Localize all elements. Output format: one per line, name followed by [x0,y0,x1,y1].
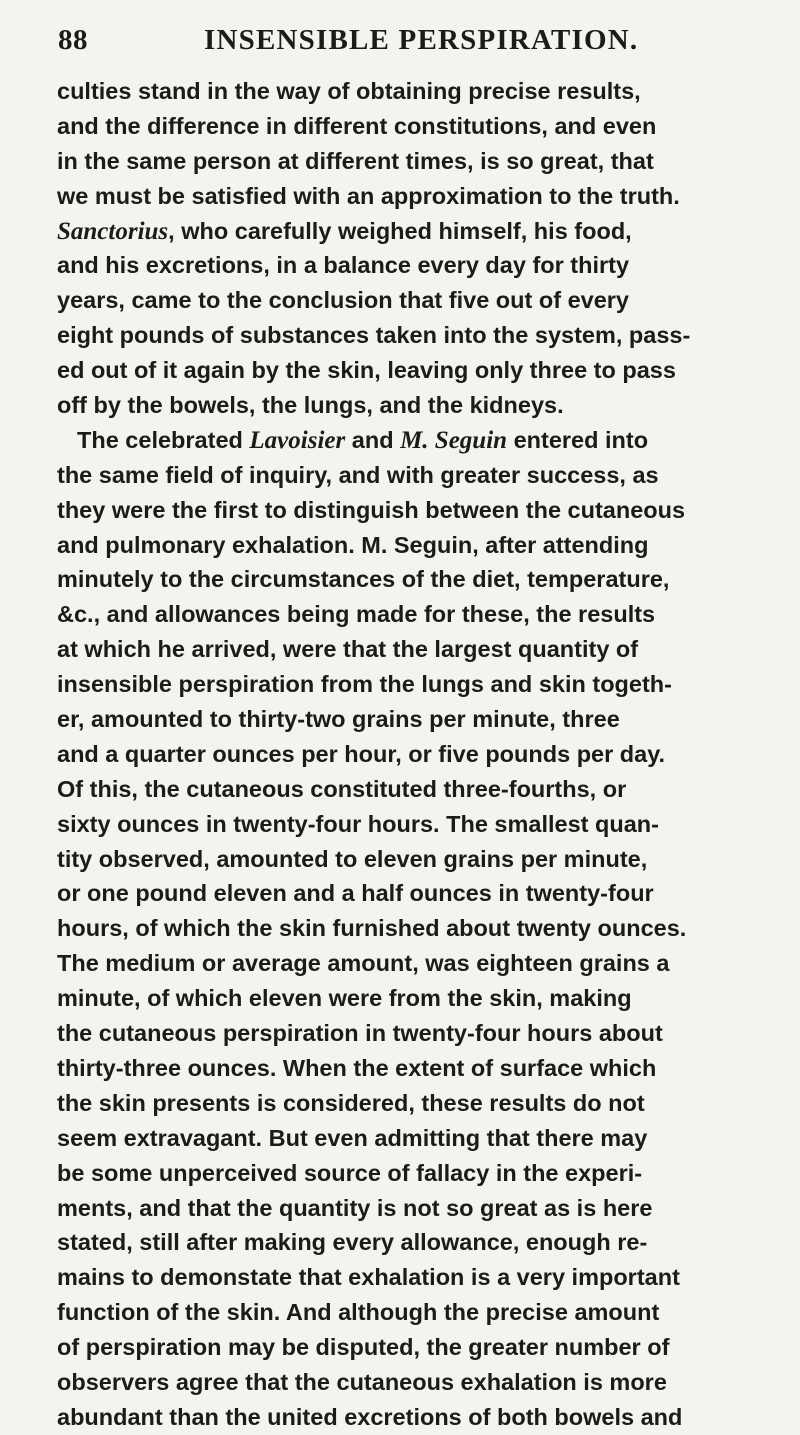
text-line [57,109,765,144]
text-line [57,1225,765,1260]
text-run: years, came to the conclusion that five out of every [57,287,629,314]
italic-name: M. Seguin [400,426,508,454]
text-run: at which he arrived, were that the largest quantity of [57,636,639,663]
text-run: the skin presents is considered, these results do not [57,1089,645,1116]
text-line [57,179,765,214]
text-line [57,248,765,283]
text-run: minutely to the circumstances of the diet, temperature, [57,566,670,593]
text-line [57,1191,765,1226]
text-line [57,353,765,388]
text-run: be some unperceived source of fallacy in the experi- [57,1159,643,1186]
text-run: mains to demonstate that exhalation is a very important [57,1264,680,1291]
text-line [57,1016,765,1051]
text-line [57,667,765,702]
text-run: abundant than the united excretions of both bowels and [57,1403,683,1430]
text-run: the same field of inquiry, and with greater success, as [57,461,659,488]
text-run: and the difference in different constitutions, and even [57,112,657,139]
text-run: seem extravagant. But even admitting that there may [57,1124,648,1151]
text-run: hours, of which the skin furnished about twenty ounces. [57,915,687,942]
text-run: The medium or average amount, was eighteen grains a [57,950,670,977]
text-line [57,1086,765,1121]
text-line [57,702,765,737]
page-header [58,24,758,64]
text-run: The celebrated [77,426,250,453]
text-line [57,1260,765,1295]
text-run: ments, and that the quantity is not so great as is here [57,1194,653,1221]
text-run: insensible perspiration from the lungs and skin togeth- [57,671,672,698]
text-run: or one pound eleven and a half ounces in twenty-four [57,880,654,907]
italic-name: Sanctorius [57,217,169,245]
text-line [57,144,765,179]
text-run: &c., and allowances being made for these, the results [57,601,656,628]
text-run: culties stand in the way of obtaining precise results, [57,78,641,104]
text-run: they were the first to distinguish between the cutaneous [57,496,686,523]
text-line [57,911,765,946]
text-run: tity observed, amounted to eleven grains per minute, [57,845,648,872]
text-run: function of the skin. And although the precise amount [57,1299,660,1326]
text-line [57,946,765,981]
text-run: Of this, the cutaneous constituted three-fourths, or [57,775,627,802]
text-line [57,528,765,563]
text-line [57,283,765,318]
text-run: off by the bowels, the lungs, and the kidneys. [57,392,564,419]
italic-name: Lavoisier [249,426,346,454]
text-line [57,772,765,807]
text-line [57,423,765,458]
text-run: and [345,426,401,453]
text-line [57,458,765,493]
text-line [57,1330,765,1365]
text-run: in the same person at different times, is so great, that [57,147,654,174]
body-text [57,74,765,1435]
text-line [57,1051,765,1086]
text-run: and his excretions, in a balance every day for thirty [57,252,630,279]
page-number: 88 [58,24,88,56]
text-line [57,807,765,842]
text-run: , who carefully weighed himself, his food, [168,217,632,244]
text-line [57,1156,765,1191]
text-run: and pulmonary exhalation. M. Seguin, after attending [57,531,649,558]
text-line [57,493,765,528]
text-line [57,876,765,911]
text-run: entered into [507,426,649,453]
text-run: observers agree that the cutaneous exhalation is more [57,1368,667,1395]
text-line [57,74,765,109]
text-line [57,318,765,353]
text-line [57,981,765,1016]
text-line [57,1365,765,1400]
text-run: the cutaneous perspiration in twenty-four hours about [57,1020,663,1047]
text-run: of perspiration may be disputed, the greater number of [57,1334,670,1361]
text-run: eight pounds of substances taken into the system, pass- [57,322,691,349]
text-run: thirty-three ounces. When the extent of surface which [57,1054,657,1081]
text-run: we must be satisfied with an approximation to the truth. [57,182,680,209]
text-line [57,388,765,423]
text-line [57,737,765,772]
text-run: er, amounted to thirty-two grains per minute, three [57,706,620,733]
text-line [57,1121,765,1156]
text-line [57,214,765,249]
text-line [57,632,765,667]
text-run: sixty ounces in twenty-four hours. The smallest quan- [57,810,659,837]
text-run: stated, still after making every allowance, enough re- [57,1229,648,1256]
running-head: INSENSIBLE PERSPIRATION. [204,24,639,56]
text-run: ed out of it again by the skin, leaving only three to pass [57,357,676,384]
text-line [57,842,765,877]
text-line [57,597,765,632]
text-line [57,1295,765,1330]
text-run: minute, of which eleven were from the skin, making [57,985,632,1012]
text-line [57,562,765,597]
text-line [57,1400,765,1435]
text-run: and a quarter ounces per hour, or five pounds per day. [57,740,666,767]
